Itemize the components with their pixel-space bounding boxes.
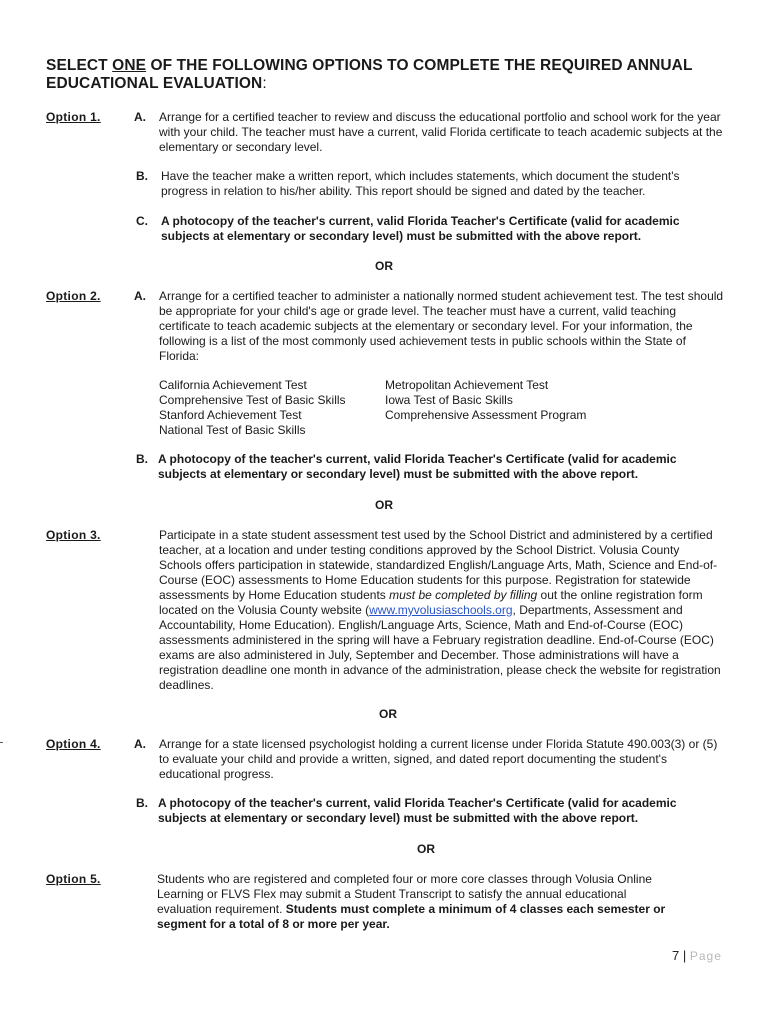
test-name	[385, 423, 665, 438]
option-4-item-b: B. A photocopy of the teacher's current, valid Florida Teacher's Certificate (valid for academic subjects at elementary or secondary level) must be submitted with the above report.	[136, 796, 677, 825]
or-separator-2: OR	[375, 498, 393, 512]
page-heading: SELECT ONE OF THE FOLLOWING OPTIONS TO COMPLETE THE REQUIRED ANNUAL EDUCATIONAL EVALUATION:	[46, 57, 693, 92]
option-3-label: Option 3.	[46, 528, 101, 542]
or-separator-4: OR	[417, 842, 435, 856]
option-1-item-b: B. Have the teacher make a written report, which includes statements, which document the student's progress in relation to his/her ability. This report should be signed and dated by the teacher.	[136, 169, 680, 198]
margin-mark	[0, 742, 3, 743]
test-name: Iowa Test of Basic Skills	[385, 393, 513, 407]
heading-underlined-word: ONE	[112, 57, 147, 74]
option-1-item-c: C. A photocopy of the teacher's current, valid Florida Teacher's Certificate (valid for academic subjects at elementary or secondary level) must be submitted with the above report.	[136, 214, 680, 243]
option-2-label: Option 2.	[46, 289, 101, 303]
option-2-item-a: A. Arrange for a certified teacher to administer a nationally normed student achievement test. The test should be appropriate for your child's age or grade level. The teacher must have a current, valid teaching certificate to teach academic subjects at the elementary or secondary level. For your information, the following is a list of the most commonly used achievement tests in public schools within the State of Florida:	[134, 289, 724, 363]
or-separator-1: OR	[375, 259, 393, 273]
volusia-schools-link[interactable]: www.myvolusiaschools.org	[369, 603, 513, 617]
achievement-tests-list	[159, 378, 679, 438]
option-1-label: Option 1.	[46, 110, 101, 124]
option-2-item-b: B. A photocopy of the teacher's current, valid Florida Teacher's Certificate (valid for academic subjects at elementary or secondary level) must be submitted with the above report.	[136, 452, 677, 481]
option-4-item-a: A. Arrange for a state licensed psychologist holding a current license under Florida Statute 490.003(3) or (5) to evaluate your child and provide a written, signed, and dated report documenting the student's educational progress.	[134, 737, 718, 781]
test-name: Stanford Achievement Test	[159, 408, 302, 422]
option-4-label: Option 4.	[46, 737, 101, 751]
test-name: Comprehensive Test of Basic Skills	[159, 393, 346, 407]
option-5-label: Option 5.	[46, 872, 101, 886]
test-name: National Test of Basic Skills	[159, 423, 306, 437]
test-name: Comprehensive Assessment Program	[385, 408, 587, 422]
option-5-text: Students who are registered and completed four or more core classes through Volusia Online Learning or FLVS Flex may submit a Student Transcript to satisfy the annual educational evaluation requirement. Students must complete a minimum of 4 classes each semester or segment for a total of 8 or more per year.	[157, 872, 666, 931]
test-name: Metropolitan Achievement Test	[385, 378, 549, 392]
option-1-item-a: A. Arrange for a certified teacher to review and discuss the educational portfolio and school work for the year with your child. The teacher must have a current, valid Florida certificate to teach academic subjects at the elementary or secondary level.	[134, 110, 723, 154]
option-3-text: Participate in a state student assessment test used by the School District and administered by a certified teacher, at a location and under testing conditions approved by the School District. Volusia County Schools offers participation in statewide, standardized English/Language Arts, Math, Science and End-of-Course (EOC) assessments to Home Education students for this purpose. Registration for statewide assessments by Home Education students must be completed by filling out the online registration form located on the Volusia County website (www.myvolusiaschools.org, Departments, Assessment and Accountability, Home Education). English/Language Arts, Science, Math and End-of-Course (EOC) assessments administered in the spring will have a February registration deadline. End-of-Course (EOC) exams are also administered in July, September and December. Those administrations will have a registration deadline one month in advance of the administration, please check the website for registration deadlines.	[159, 528, 721, 692]
page-number: 7 | Page	[672, 948, 722, 963]
test-name: California Achievement Test	[159, 378, 307, 392]
or-separator-3: OR	[379, 707, 397, 721]
